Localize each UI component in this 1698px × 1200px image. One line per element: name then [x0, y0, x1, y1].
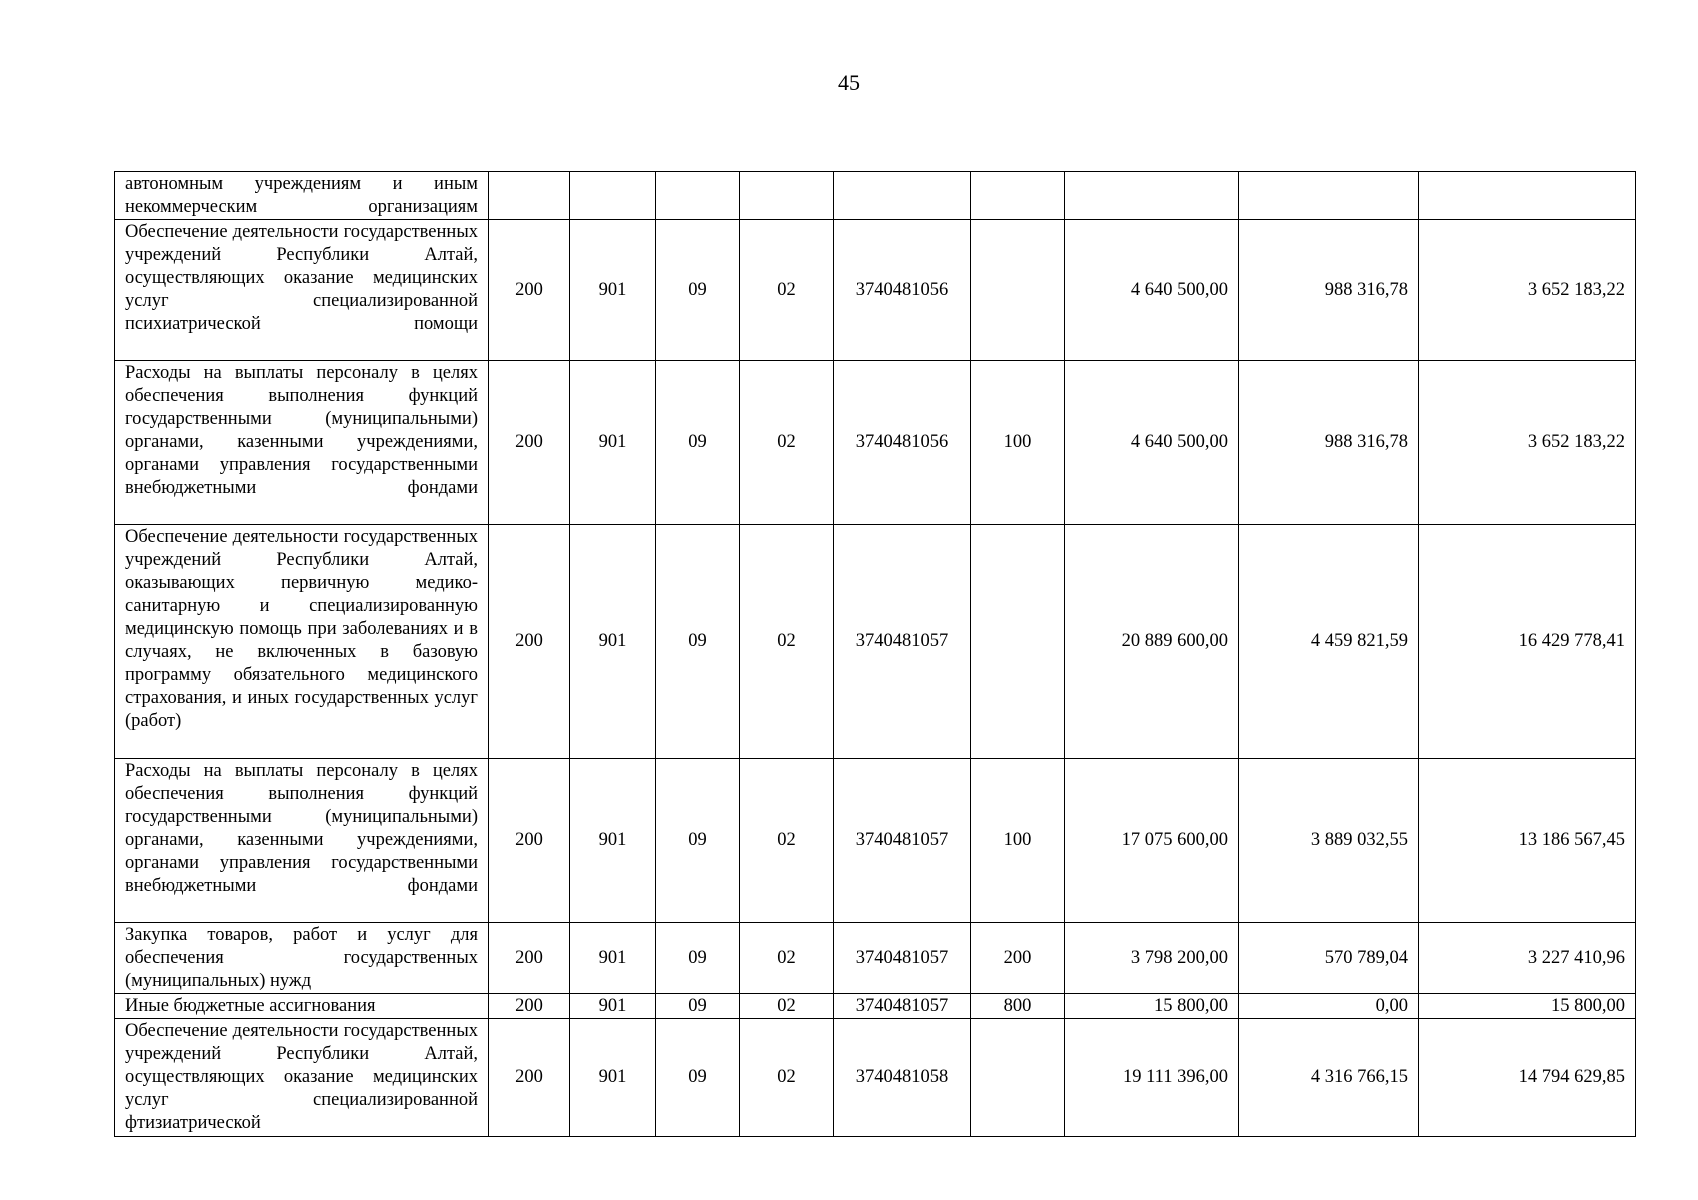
- table-row: [115, 172, 1636, 220]
- row-name: Расходы на выплаты персоналу в целях обеспечения выполнения функций государственными (муниципальными) органами, казенными учреждениями, органами управления государственными внебюджетными фондами: [115, 759, 489, 923]
- cell-col2: 901: [570, 220, 656, 361]
- cell-col6: 800: [971, 994, 1065, 1019]
- cell-col8: [1239, 172, 1419, 220]
- cell-col8: 4 316 766,15: [1239, 1019, 1419, 1137]
- table-row: [115, 525, 1636, 759]
- cell-col4: 02: [740, 994, 834, 1019]
- budget-table: [114, 171, 1636, 1137]
- cell-col5: 3740481056: [834, 361, 971, 525]
- cell-col2: 901: [570, 525, 656, 759]
- cell-col3: 09: [656, 994, 740, 1019]
- cell-col2: 901: [570, 994, 656, 1019]
- table-row: [115, 923, 1636, 994]
- table-row: [115, 994, 1636, 1019]
- cell-col8: 4 459 821,59: [1239, 525, 1419, 759]
- cell-col1: 200: [489, 994, 570, 1019]
- cell-col9: 3 652 183,22: [1419, 361, 1636, 525]
- cell-col1: 200: [489, 361, 570, 525]
- cell-col6: 200: [971, 923, 1065, 994]
- cell-col7: 20 889 600,00: [1065, 525, 1239, 759]
- cell-col9: [1419, 172, 1636, 220]
- row-name: Расходы на выплаты персоналу в целях обеспечения выполнения функций государственными (муниципальными) органами, казенными учреждениями, органами управления государственными внебюджетными фондами: [115, 361, 489, 525]
- cell-col1: 200: [489, 220, 570, 361]
- cell-col7: 19 111 396,00: [1065, 1019, 1239, 1137]
- cell-col7: 4 640 500,00: [1065, 361, 1239, 525]
- cell-col8: 0,00: [1239, 994, 1419, 1019]
- cell-col3: 09: [656, 1019, 740, 1137]
- cell-col7: [1065, 172, 1239, 220]
- table-row: [115, 361, 1636, 525]
- cell-col1: [489, 172, 570, 220]
- row-name: Обеспечение деятельности государственных учреждений Республики Алтай, осуществляющих оказание медицинских услуг специализированной психиатрической помощи: [115, 220, 489, 361]
- row-name: Обеспечение деятельности государственных учреждений Республики Алтай, осуществляющих оказание медицинских услуг специализированной фтизиатрической: [115, 1019, 489, 1137]
- cell-col5: 3740481057: [834, 525, 971, 759]
- cell-col9: 15 800,00: [1419, 994, 1636, 1019]
- cell-col8: 988 316,78: [1239, 361, 1419, 525]
- cell-col7: 4 640 500,00: [1065, 220, 1239, 361]
- cell-col4: 02: [740, 923, 834, 994]
- cell-col9: 13 186 567,45: [1419, 759, 1636, 923]
- cell-col3: 09: [656, 220, 740, 361]
- cell-col1: 200: [489, 759, 570, 923]
- cell-col8: 3 889 032,55: [1239, 759, 1419, 923]
- page-number: 45: [838, 70, 860, 95]
- cell-col9: 3 652 183,22: [1419, 220, 1636, 361]
- cell-col5: [834, 172, 971, 220]
- cell-col3: [656, 172, 740, 220]
- cell-col6: [971, 1019, 1065, 1137]
- cell-col5: 3740481057: [834, 994, 971, 1019]
- cell-col6: [971, 172, 1065, 220]
- cell-col2: 901: [570, 1019, 656, 1137]
- row-name: Закупка товаров, работ и услуг для обеспечения государственных (муниципальных) нужд: [115, 923, 489, 994]
- cell-col7: 17 075 600,00: [1065, 759, 1239, 923]
- cell-col5: 3740481058: [834, 1019, 971, 1137]
- cell-col3: 09: [656, 361, 740, 525]
- cell-col6: 100: [971, 759, 1065, 923]
- cell-col7: 15 800,00: [1065, 994, 1239, 1019]
- cell-col1: 200: [489, 923, 570, 994]
- cell-col9: 3 227 410,96: [1419, 923, 1636, 994]
- cell-col2: 901: [570, 759, 656, 923]
- cell-col5: 3740481056: [834, 220, 971, 361]
- cell-col3: 09: [656, 923, 740, 994]
- cell-col4: 02: [740, 759, 834, 923]
- cell-col1: 200: [489, 1019, 570, 1137]
- cell-col9: 16 429 778,41: [1419, 525, 1636, 759]
- cell-col4: 02: [740, 525, 834, 759]
- cell-col8: 988 316,78: [1239, 220, 1419, 361]
- cell-col5: 3740481057: [834, 923, 971, 994]
- row-name: автономным учреждениям и иным некоммерческим организациям: [115, 172, 489, 220]
- cell-col6: 100: [971, 361, 1065, 525]
- cell-col4: 02: [740, 220, 834, 361]
- cell-col4: 02: [740, 1019, 834, 1137]
- cell-col3: 09: [656, 525, 740, 759]
- cell-col2: 901: [570, 923, 656, 994]
- cell-col8: 570 789,04: [1239, 923, 1419, 994]
- cell-col4: [740, 172, 834, 220]
- cell-col6: [971, 525, 1065, 759]
- cell-col3: 09: [656, 759, 740, 923]
- table-row: [115, 220, 1636, 361]
- row-name: Иные бюджетные ассигнования: [115, 994, 489, 1019]
- cell-col2: 901: [570, 361, 656, 525]
- row-name: Обеспечение деятельности государственных учреждений Республики Алтай, оказывающих первичную медико-санитарную и специализированную медицинскую помощь при заболеваниях и в случаях, не включенных в базовую программу обязательного медицинского страхования, и иных государственных услуг (работ): [115, 525, 489, 759]
- cell-col4: 02: [740, 361, 834, 525]
- cell-col2: [570, 172, 656, 220]
- cell-col5: 3740481057: [834, 759, 971, 923]
- table-row: [115, 1019, 1636, 1137]
- table-row: [115, 759, 1636, 923]
- cell-col6: [971, 220, 1065, 361]
- cell-col9: 14 794 629,85: [1419, 1019, 1636, 1137]
- cell-col7: 3 798 200,00: [1065, 923, 1239, 994]
- cell-col1: 200: [489, 525, 570, 759]
